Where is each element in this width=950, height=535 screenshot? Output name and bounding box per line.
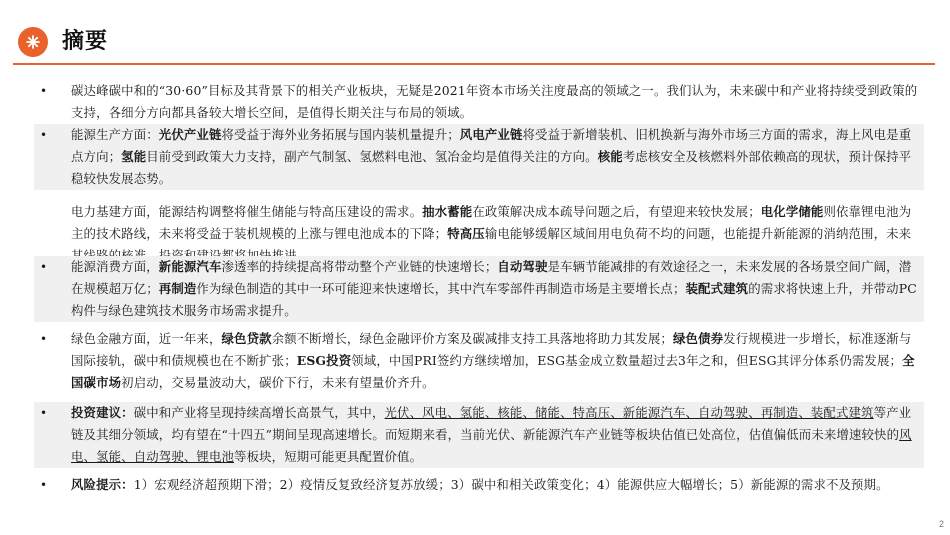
keyword-pv: 光伏产业链	[158, 127, 222, 142]
text: 渗透率的持续提高将带动整个产业链的快速增长；	[221, 259, 498, 274]
keyword-remanufacturing: 再制造	[158, 281, 197, 296]
keyword-prefab-building: 装配式建筑	[685, 281, 749, 296]
keyword-carbon-market: 全国碳市场	[71, 353, 915, 390]
keyword-autonomous-driving: 自动驾驶	[497, 259, 548, 274]
text: 将受益于新增装机、旧机换新与海外市场三方面的需求，海上风电是重点方向；	[71, 127, 912, 164]
bullet-overview	[40, 80, 918, 124]
summary-content	[40, 80, 918, 518]
bullet-marker: •	[40, 406, 48, 420]
text: 输电能够缓解区域间用电负荷不均的问题，也能提升新能源的消纳范围，未来	[484, 226, 912, 241]
text: 作为绿色制造的其中一环可能迎来快速增长，其中汽车零部件再制造市场是主要增长点；	[196, 281, 686, 296]
bullet-marker: •	[40, 128, 48, 142]
text: 电力基建方面，能源结构调整将催生储能与特高压建设的需求。	[71, 204, 423, 219]
text: 是车辆节能减排的有效途径之一，未来发展的各场景空间广阔，潜在规模超万亿；	[71, 259, 912, 296]
title-divider	[13, 63, 935, 65]
keyword-esg: ESG投资	[296, 353, 352, 368]
keyword-uhv: 特高压	[447, 226, 485, 241]
underlined-short-term-sectors: 风电、氢能、自动驾驶、锂电池	[71, 427, 912, 464]
keyword-green-bonds: 绿色债券	[672, 331, 724, 346]
label-investment-advice: 投资建议：	[71, 405, 134, 420]
bullet-marker: •	[40, 84, 48, 98]
text: 的需求将快速上升，并带动PC构件与绿色建筑技术服务市场需求提升。	[71, 281, 917, 318]
text: 考虑核安全及核燃料外部依赖高的现状，预计保持平稳较快发展态势。	[71, 149, 912, 186]
text: 1）宏观经济超预期下滑；2）疫情反复致经济复苏放缓；3）碳中和相关政策变化；4）能源供应大幅增长；5）新能源的需求不及预期。	[133, 477, 889, 492]
text: 绿色金融方面，近一年来，	[71, 331, 222, 346]
bullet-marker: •	[40, 260, 48, 274]
bullet-marker: •	[40, 478, 48, 492]
text: 等板块，短期可能更具配置价值。	[234, 449, 423, 464]
text: 领域，中国PRI签约方继续增加，ESG基金成立数量超过去3年之和，但ESG其评分体系仍需发展；	[351, 353, 903, 368]
bullet-energy-consumption	[34, 256, 924, 322]
text: 余额不断增长，绿色金融评价方案及碳减排支持工具落地将助力其发展；	[271, 331, 673, 346]
text: 碳中和产业将呈现持续高增长高景气，其中，	[133, 405, 385, 420]
underlined-sectors: 光伏、风电、氢能、核能、储能、特高压、新能源汽车、自动驾驶、再制造、装配式建筑	[384, 405, 874, 420]
bullet-marker: •	[40, 332, 48, 346]
text: 能源消费方面，	[71, 259, 159, 274]
bullet-green-finance	[40, 328, 918, 394]
keyword-nev: 新能源汽车	[158, 259, 222, 274]
overview-text: 碳达峰碳中和的“30·60”目标及其背景下的相关产业板块，无疑是2021年资本市场关注度最高的领域之一。我们认为，未来碳中和产业将持续受到政策的支持，各细分方向都具备较大增长空间，是值得长期关注与布局的领域。	[71, 83, 918, 120]
keyword-wind: 风电产业链	[459, 127, 523, 142]
bullet-investment-advice	[34, 402, 924, 468]
bullet-risk-warning	[40, 474, 918, 518]
text: 初启动，交易量波动大，碳价下行，未来有望量价齐升。	[121, 375, 435, 390]
text: 发行规模进一步增长，标准逐渐与国际接轨，碳中和债规模也在不断扩张；	[71, 331, 912, 368]
text: 目前受到政策大力支持，副产气制氢、氢燃料电池、氢冶金均是值得关注的方向。	[146, 149, 598, 164]
keyword-pumped-storage: 抽水蓄能	[422, 204, 473, 219]
text: 将受益于海外业务拓展与国内装机量提升；	[221, 127, 460, 142]
keyword-electrochemical-storage: 电化学储能	[760, 204, 824, 219]
text: 能源生产方面：	[71, 127, 159, 142]
keyword-nuclear: 核能	[597, 149, 623, 164]
logo-badge	[18, 27, 48, 57]
header	[0, 0, 950, 66]
text: 在政策解决成本疏导问题之后，有望迎来较快发展；	[472, 204, 761, 219]
page-title: 摘要	[62, 29, 109, 54]
text: 等产业链及其细分领域，均有望在“十四五”期间呈现高速增长。而短期来看，当前光伏、新能源汽车产业链等板块估值已处高位，估值偏低而未来增速较快的	[71, 405, 912, 442]
page-number: 2	[938, 519, 944, 529]
label-risk-warning: 风险提示：	[71, 477, 134, 492]
keyword-green-loans: 绿色贷款	[221, 331, 272, 346]
bullet-energy-production	[34, 124, 924, 190]
paragraph-power-infrastructure	[40, 201, 918, 245]
text: 则依靠锂电池为主的技术路线，未来将受益于装机规模的上涨与锂电池成本的下降；	[71, 204, 912, 241]
asterisk-icon	[25, 34, 41, 50]
keyword-hydrogen: 氢能	[121, 149, 147, 164]
